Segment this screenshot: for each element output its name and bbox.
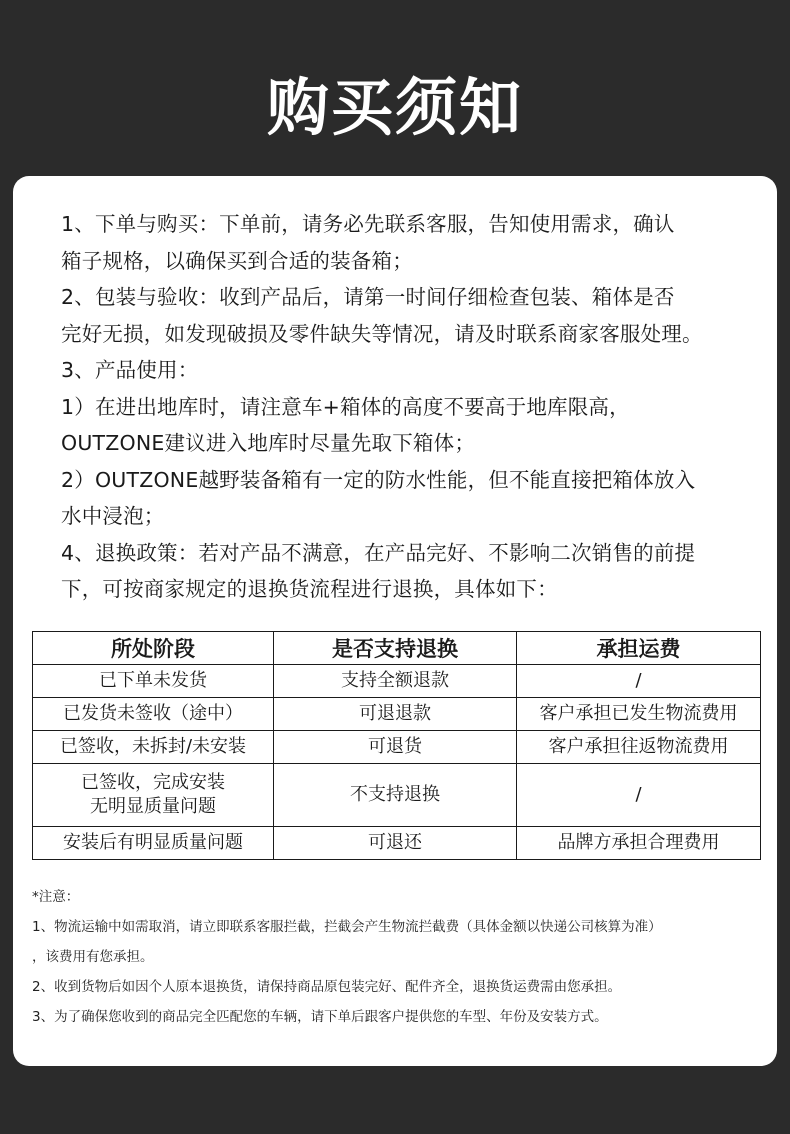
- return-policy-table: [32, 631, 761, 860]
- stage-cell: 已签收，未拆封/未安装: [33, 731, 274, 764]
- note-line: 水中浸泡；: [61, 504, 165, 528]
- column-header-stage: 所处阶段: [33, 632, 274, 665]
- footnote-line: 3、为了确保您收到的商品完全匹配您的车辆，请下单后跟客户提供您的车型、年份及安装方式。: [32, 1009, 608, 1025]
- stage-cell: 已发货未签收（途中）: [33, 698, 274, 731]
- note-line: OUTZONE建议进入地库时尽量先取下箱体；: [61, 431, 476, 455]
- note-line: 下，可按商家规定的退换货流程进行退换，具体如下：: [61, 577, 558, 601]
- table-row: [33, 827, 761, 860]
- note-line: 1）在进出地库时，请注意车+箱体的高度不要高于地库限高，: [61, 394, 630, 419]
- refund-cell: 不支持退换: [274, 764, 517, 827]
- table-row: [33, 764, 761, 827]
- footnote-line: ，该费用有您承担。: [32, 949, 154, 965]
- table-row: [33, 731, 761, 764]
- note-line: 4、退换政策：若对产品不满意，在产品完好、不影响二次销售的前提: [61, 540, 696, 565]
- stage-cell: 安装后有明显质量问题: [33, 827, 274, 860]
- note-line: 箱子规格，以确保买到合适的装备箱；: [61, 248, 413, 273]
- refund-cell: 支持全额退款: [274, 665, 517, 698]
- stage-cell: [33, 764, 274, 827]
- table-row: [33, 698, 761, 731]
- refund-cell: 可退货: [274, 731, 517, 764]
- footnote-line: *注意：: [32, 889, 80, 905]
- shipping-cell: 品牌方承担合理费用: [517, 827, 761, 860]
- stage-cell: 已下单未发货: [33, 665, 274, 698]
- column-header-refund: 是否支持退换: [274, 632, 517, 665]
- note-line: 3、产品使用：: [61, 358, 199, 382]
- column-header-shipping: 承担运费: [517, 632, 761, 665]
- stage-line: 已签收，完成安装: [81, 772, 225, 793]
- table-header-row: [33, 632, 761, 665]
- shipping-cell: 客户承担已发生物流费用: [517, 698, 761, 731]
- note-line: 完好无损，如发现破损及零件缺失等情况，请及时联系商家客服处理。: [61, 321, 703, 346]
- page-header: [0, 0, 790, 176]
- stage-line: 无明显质量问题: [90, 796, 216, 817]
- table-row: [33, 665, 761, 698]
- note-line: 1、下单与购买：下单前，请务必先联系客服，告知使用需求，确认: [61, 212, 675, 236]
- shipping-cell: 客户承担往返物流费用: [517, 731, 761, 764]
- footnotes: [32, 882, 772, 1032]
- note-line: 2、包装与验收：收到产品后，请第一时间仔细检查包装、箱体是否: [61, 285, 675, 309]
- shipping-cell: /: [517, 764, 761, 827]
- page-title: 购买须知: [266, 71, 523, 144]
- refund-cell: 可退还: [274, 827, 517, 860]
- notice-card: [13, 176, 777, 1066]
- refund-cell: 可退退款: [274, 698, 517, 731]
- note-line: 2）OUTZONE越野装备箱有一定的防水性能，但不能直接把箱体放入: [61, 467, 696, 492]
- footnote-line: 1、物流运输中如需取消，请立即联系客服拦截，拦截会产生物流拦截费（具体金额以快递公司核算为准）: [32, 919, 662, 935]
- footnote-line: 2、收到货物后如因个人原本退换货，请保持商品原包装完好、配件齐全，退换货运费需由您承担。: [32, 979, 622, 995]
- shipping-cell: /: [517, 665, 761, 698]
- purchase-notes: [61, 206, 751, 608]
